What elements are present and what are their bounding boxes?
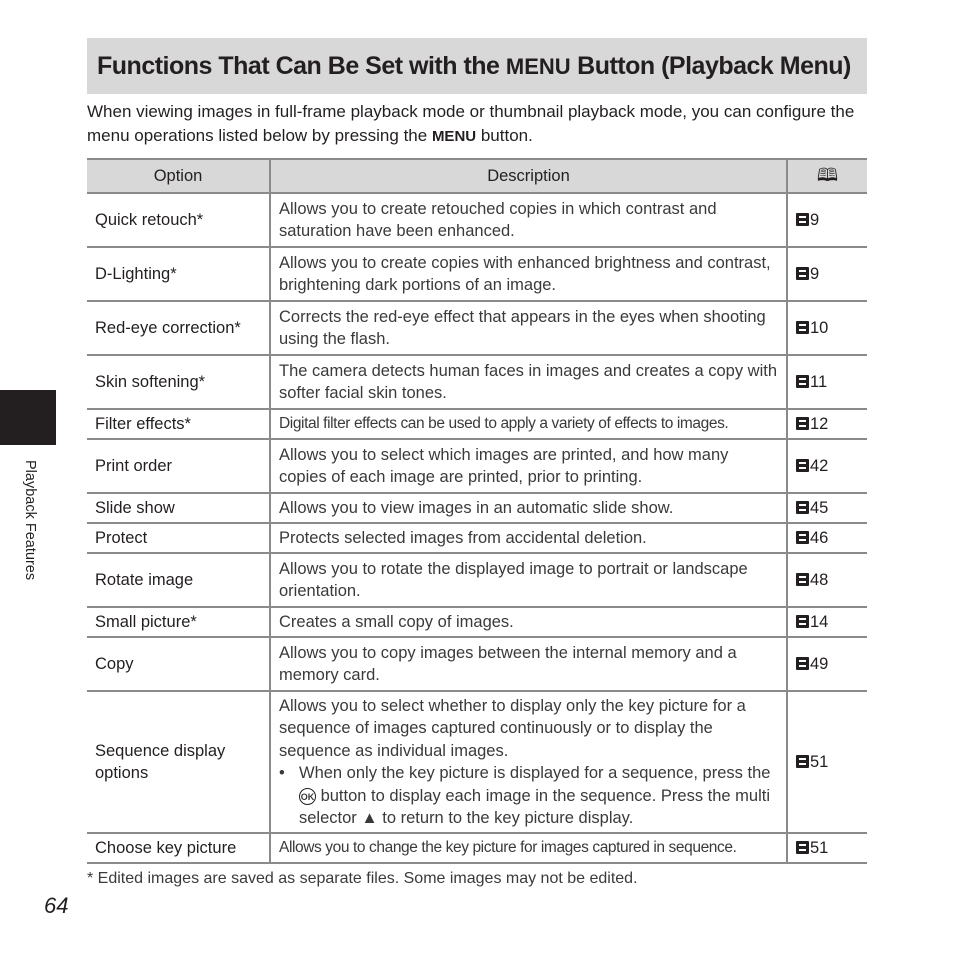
menu-button-label: MENU [431, 128, 477, 145]
reference-cell: 10 [787, 301, 867, 355]
reference-cell: 11 [787, 355, 867, 409]
reference-section-icon [796, 213, 809, 226]
table-row [87, 301, 867, 355]
table-row [87, 523, 867, 553]
bullet-item [279, 762, 778, 830]
option-cell: Small picture* [87, 607, 270, 637]
description-cell: Allows you to view images in an automatic slide show. [270, 493, 787, 523]
reference-cell: 46 [787, 523, 867, 553]
reference-section-icon [796, 501, 809, 514]
table-row [87, 637, 867, 691]
reference-cell: 51 [787, 833, 867, 863]
description-cell: Allows you to rotate the displayed image to portrait or landscape orientation. [270, 553, 787, 607]
option-cell: Quick retouch* [87, 193, 270, 247]
option-cell: Red-eye correction* [87, 301, 270, 355]
section-side-label: Playback Features [22, 460, 38, 581]
reference-cell: 48 [787, 553, 867, 607]
reference-section-icon [796, 267, 809, 280]
description-cell [270, 691, 787, 833]
option-cell: Protect [87, 523, 270, 553]
reference-cell: 12 [787, 409, 867, 439]
option-cell: Choose key picture [87, 833, 270, 863]
option-cell: Rotate image [87, 553, 270, 607]
table-row [87, 553, 867, 607]
reference-section-icon [796, 321, 809, 334]
reference-section-icon [796, 657, 809, 670]
playback-menu-table [87, 158, 867, 864]
header-description: Description [270, 159, 787, 193]
description-cell: Allows you to copy images between the internal memory and a memory card. [270, 637, 787, 691]
page-title: Functions That Can Be Set with the MENU Button (Playback Menu) [97, 51, 851, 80]
description-cell: Corrects the red-eye effect that appears in the eyes when shooting using the flash. [270, 301, 787, 355]
reference-cell: 42 [787, 439, 867, 493]
table-row [87, 355, 867, 409]
up-arrow-icon: ▲ [361, 809, 378, 827]
reference-cell: 45 [787, 493, 867, 523]
reference-section-icon [796, 531, 809, 544]
reference-section-icon [796, 841, 809, 854]
table-row [87, 691, 867, 833]
menu-button-label: MENU [505, 53, 571, 79]
reference-section-icon [796, 459, 809, 472]
table-row [87, 493, 867, 523]
option-cell: Filter effects* [87, 409, 270, 439]
reference-cell: 49 [787, 637, 867, 691]
option-cell: Sequence display options [87, 691, 270, 833]
intro-paragraph: When viewing images in full-frame playback mode or thumbnail playback mode, you can configure the menu operations listed below by pressing the MENU button. [87, 102, 855, 145]
reference-section-icon [796, 417, 809, 430]
option-cell: D-Lighting* [87, 247, 270, 301]
reference-section-icon [796, 375, 809, 388]
reference-section-icon [796, 755, 809, 768]
description-cell: The camera detects human faces in images and creates a copy with softer facial skin tones. [270, 355, 787, 409]
bullet-dot-icon: • [279, 764, 285, 782]
description-cell: Allows you to create retouched copies in which contrast and saturation have been enhanced. [270, 193, 787, 247]
reference-cell: 14 [787, 607, 867, 637]
reference-section-icon [796, 573, 809, 586]
header-reference [787, 159, 867, 193]
description-cell: Digital filter effects can be used to apply a variety of effects to images. [270, 409, 787, 439]
header-option: Option [87, 159, 270, 193]
description-cell: Allows you to select which images are printed, and how many copies of each image are printed, prior to printing. [270, 439, 787, 493]
section-tab-marker [0, 390, 56, 445]
table-row [87, 193, 867, 247]
reference-cell: 9 [787, 247, 867, 301]
page-title-bar [87, 38, 867, 94]
footnote: * Edited images are saved as separate files. Some images may not be edited. [87, 870, 638, 887]
reference-cell: 51 [787, 691, 867, 833]
option-cell: Slide show [87, 493, 270, 523]
option-cell: Print order [87, 439, 270, 493]
reference-cell: 9 [787, 193, 867, 247]
description-cell: Allows you to change the key picture for images captured in sequence. [270, 833, 787, 863]
page-number: 64 [44, 893, 69, 918]
book-icon: 🕮 [816, 165, 839, 186]
table-row [87, 409, 867, 439]
table-row [87, 607, 867, 637]
table-row [87, 833, 867, 863]
table-header-row [87, 159, 867, 193]
option-cell: Skin softening* [87, 355, 270, 409]
description-cell: Allows you to create copies with enhanced brightness and contrast, brightening dark portions of an image. [270, 247, 787, 301]
ok-button-icon: OK [299, 788, 316, 805]
description-cell: Protects selected images from accidental deletion. [270, 523, 787, 553]
description-text: Allows you to select whether to display only the key picture for a sequence of images captured continuously or to display the sequence as individual images. [279, 696, 746, 760]
description-cell: Creates a small copy of images. [270, 607, 787, 637]
table-row [87, 439, 867, 493]
option-cell: Copy [87, 637, 270, 691]
table-row [87, 247, 867, 301]
bullet-text: When only the key picture is displayed for a sequence, press the OK button to display each image in the sequence. Press the multi selector ▲ to return to the key picture display. [299, 764, 771, 827]
reference-section-icon [796, 615, 809, 628]
